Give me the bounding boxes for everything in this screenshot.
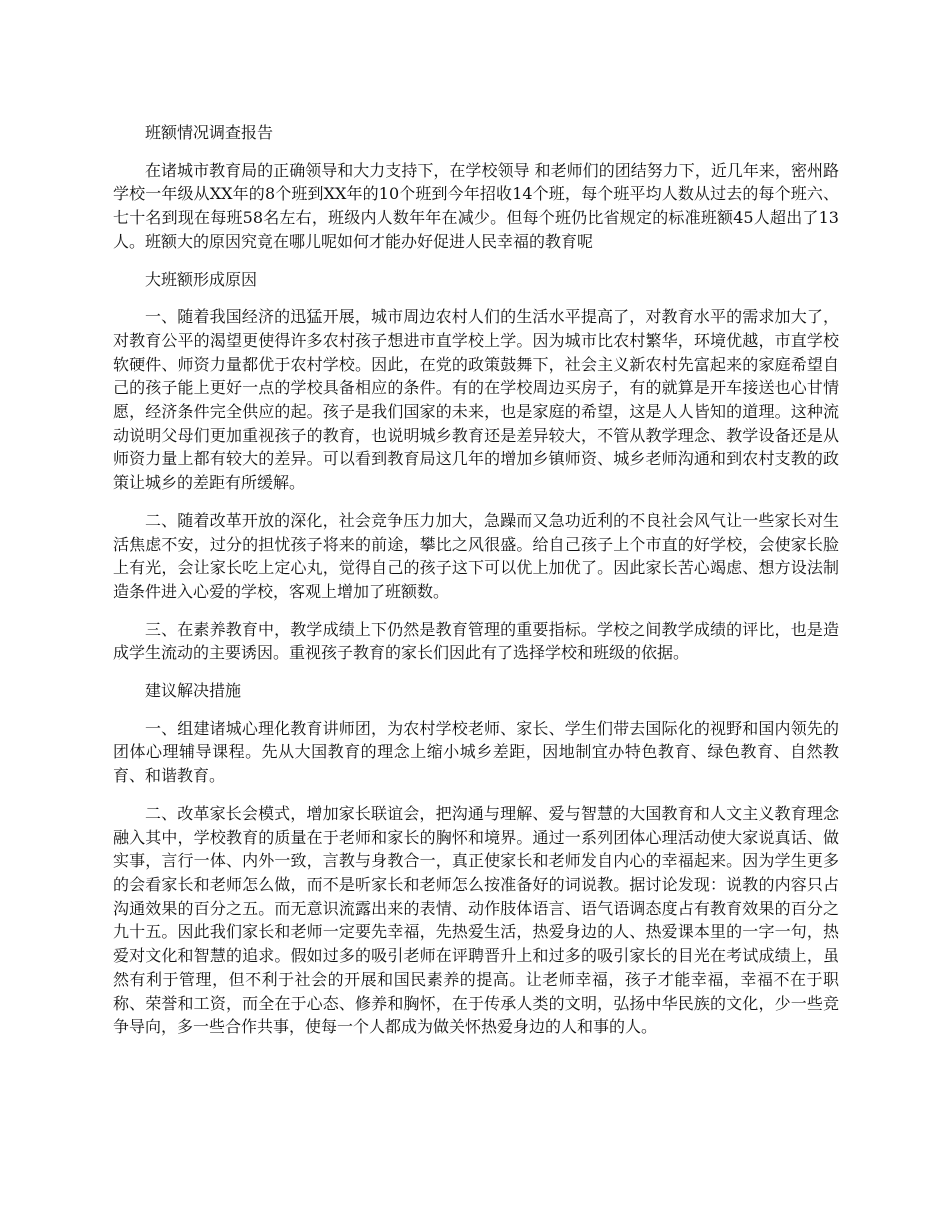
section-heading-causes: 大班额形成原因 — [145, 269, 258, 289]
measure-paragraph-1: 一、组建诸城心理化教育讲师团，为农村学校老师、家长、学生们带去国际化的视野和国内领先的团体心理辅导课程。先从大国教育的理念上缩小城乡差距，因地制宜办特色教育、绿色教育、自然教育、和谐教育。 — [113, 718, 839, 786]
section-heading-measures: 建议解决措施 — [145, 681, 242, 701]
cause-paragraph-1: 一、随着我国经济的迅猛开展，城市周边农村人们的生活水平提高了，对教育水平的需求加大了，对教育公平的渴望更使得许多农村孩子想进市直学校上学。因为城市比农村繁华，环境优越，市直学校软硬件、师资力量都优于农村学校。因此，在党的政策鼓舞下，社会主义新农村先富起来的家庭希望自己的孩子能上更好一点的学校具备相应的条件。有的在学校周边买房子，有的就算是开车接送也心甘情愿，经济条件完全供应的起。孩子是我们国家的未来，也是家庭的希望，这是人人皆知的道理。这种流动说明父母们更加重视孩子的教育，也说明城乡教育还是差异较大，不管从教学理念、教学设备还是从师资力量上都有较大的差异。可以看到教育局这几年的增加乡镇师资、城乡老师沟通和到农村支教的政策让城乡的差距有所缓解。 — [113, 307, 839, 493]
measure-paragraph-2: 二、改革家长会模式，增加家长联谊会，把沟通与理解、爱与智慧的大国教育和人文主义教育理念融入其中，学校教育的质量在于老师和家长的胸怀和境界。通过一系列团体心理活动使大家说真话、做实事，言行一体、内外一致，言教与身教合一，真正使家长和老师发自内心的幸福起来。因为学生更多的会看家长和老师怎么做，而不是听家长和老师怎么按准备好的词说教。据讨论发现：说教的内容只占沟通效果的百分之五。而无意识流露出来的表情、动作肢体语言、语气语调态度占有教育效果的百分之九十五。因此我们家长和老师一定要先幸福，先热爱生活，热爱身边的人、热爱课本里的一字一句，热爱对文化和智慧的追求。假如过多的吸引老师在评聘晋升上和过多的吸引家长的目光在考试成绩上，虽然有利于管理，但不利于社会的开展和国民素养的提高。让老师幸福，孩子才能幸福，幸福不在于职称、荣誉和工资，而全在于心态、修养和胸怀，在于传承人类的文明，弘扬中华民族的文化，少一些竞争导向，多一些合作共事，使每一个人都成为做关怀热爱身边的人和事的人。 — [113, 803, 839, 1037]
cause-paragraph-3: 三、在素养教育中，教学成绩上下仍然是教育管理的重要指标。学校之间教学成绩的评比，也是造成学生流动的主要诱因。重视孩子教育的家长们因此有了选择学校和班级的依据。 — [113, 619, 839, 663]
document-page — [113, 121, 839, 1053]
intro-paragraph: 在诸城市教育局的正确领导和大力支持下，在学校领导 和老师们的团结努力下，近几年来，密州路学校一年级从XX年的8个班到XX年的10个班到今年招收14个班，每个班平均人数从过去的每个班六、七十名到现在每班58名左右，班级内人数年年在减少。但每个班仍比省规定的标准班额45人超出了13人。班额大的原因究竟在哪儿呢如何才能办好促进人民幸福的教育呢 — [113, 160, 839, 251]
document-title: 班额情况调查报告 — [145, 123, 274, 142]
cause-paragraph-2: 二、随着改革开放的深化，社会竞争压力加大，急躁而又急功近利的不良社会风气让一些家长对生活焦虑不安，过分的担忧孩子将来的前途，攀比之风很盛。给自己孩子上个市直的好学校，会使家长脸上有光，会让家长吃上定心丸，觉得自己的孩子这下可以优上加优了。因此家长苦心竭虑、想方设法制造条件进入心爱的学校，客观上增加了班额数。 — [113, 510, 839, 601]
